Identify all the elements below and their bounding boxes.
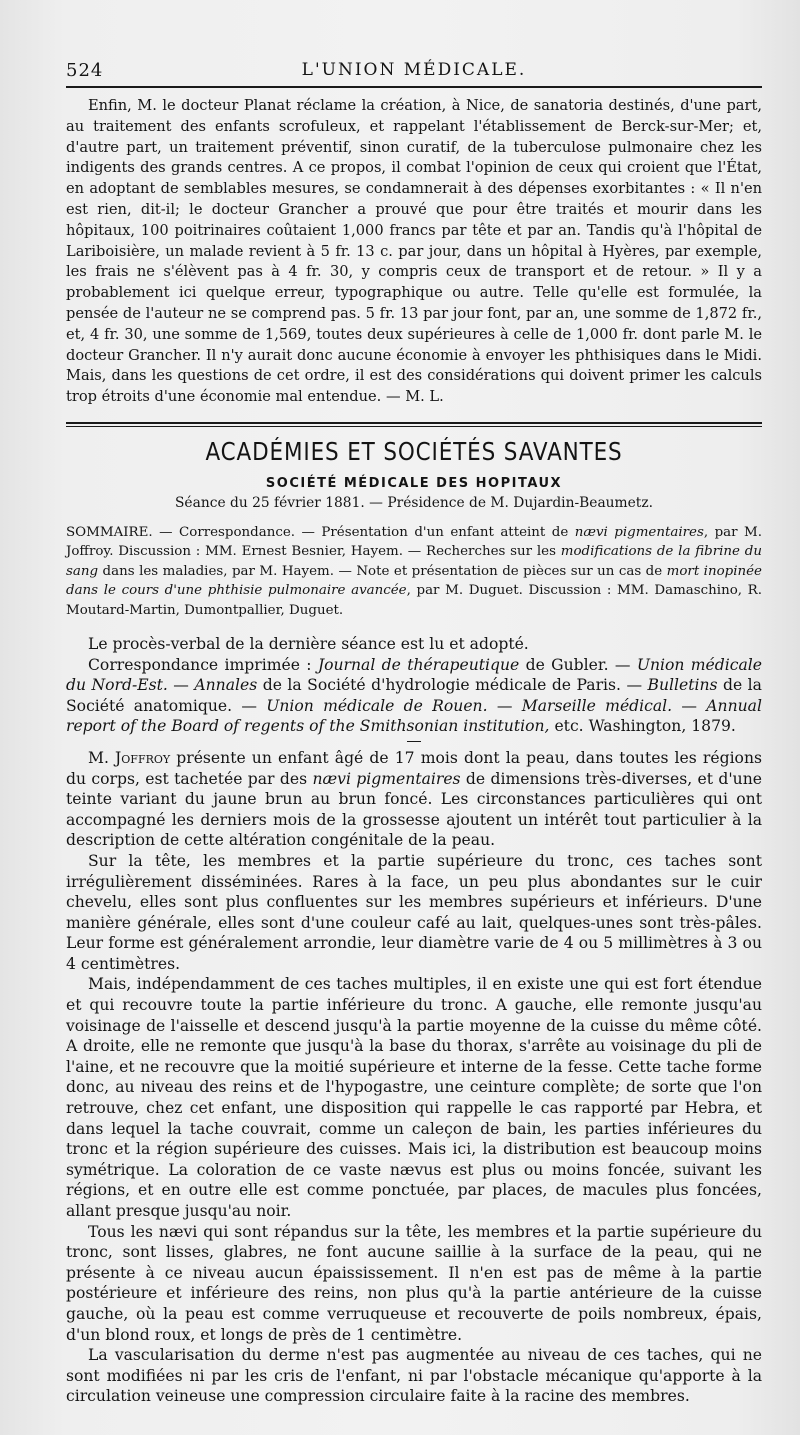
joffroy-paragraph [66, 748, 762, 851]
section-title: ACADÉMIES ET SOCIÉTÉS SAVANTES [205, 436, 623, 466]
running-head [66, 52, 762, 86]
corr-text: de la Société d'hydrologie médicale de Paris. — [257, 676, 648, 695]
paragraph-large-nevus: Mais, indépendamment de ces taches multiples, il en existe une qui est fort étendue et qui recouvre toute la partie inférieure du tronc. A gauche, elle remonte jusqu'au voisinage de l'aisselle et descend jusqu'à la partie moyenne de la cuisse du même côté. A droite, elle ne remonte que jusqu'à la base du thorax, s'arrête au voisinage du pli de l'aine, et ne recouvre que la moitié supérieure et interne de la fesse. Cette tache forme donc, au niveau des reins et de l'hypogastre, une ceinture complète; de sorte que l'on retrouve, chez cet enfant, une disposition qui rappelle le cas rapporté par Hebra, et dans lequel la tache couvrait, comme un caleçon de bain, les parties inférieures du tronc et la région supérieure des cuisses. Mais ici, la distribution est beaucoup moins symétrique. La coloration de ce vaste nævus est plus ou moins foncée, suivant les régions, et en outre elle est comme ponctuée, par places, de macules plus foncées, allant presque jusqu'au noir. [66, 975, 762, 1221]
corr-text: — [487, 696, 522, 715]
summary-text: dans les maladies, par M. Hayem. — Note et présentation de pièces sur un cas de [98, 563, 667, 579]
corr-text: — [167, 676, 195, 695]
corr-italic: Union médicale du Nord-Est. [66, 655, 762, 695]
summary-paragraph [66, 523, 762, 620]
page-number: 524 [66, 60, 104, 81]
joffroy-italic: nævi pigmentaires [312, 769, 461, 788]
separator-dash [407, 741, 421, 742]
minutes-line: Le procès-verbal de la dernière séance est lu et adopté. [88, 634, 529, 653]
summary-text: , par M. Duguet. Discussion : MM. Damaschino, R. Moutard-Martin, Dumontpallier, Duguet. [66, 583, 762, 618]
corr-text: Correspondance imprimée : [88, 655, 318, 674]
summary-italic: modifications de la fibrine du sang [66, 544, 762, 579]
corr-italic: Marseille médical. [521, 696, 673, 715]
paragraph-vascularisation: La vascularisation du derme n'est pas augmentée au niveau de ces taches, qui ne sont modifiées ni par les cris de l'enfant, ni par l'obstacle mécanique qu'apporte à la circulation veineuse une compression circulaire faite à la racine des membres. [66, 1346, 762, 1406]
joffroy-text: de dimensions très-diverses, et d'une teinte variant du jaune brun au brun foncé. Les circonstances particulières qui ont accompagné les derniers mois de la grossesse ajoutent un intérêt tout particulier à la description de cette altération congénitale de la peau. [66, 769, 762, 850]
summary-text: , par M. Joffroy. Discussion : MM. Ernest Besnier, Hayem. — Recherches sur les [66, 524, 762, 560]
corr-text: etc. Washington, 1879. [549, 717, 736, 736]
corr-italic: Annales [194, 676, 258, 695]
paragraph-distribution: Sur la tête, les membres et la partie supérieure du tronc, ces taches sont irrégulièrement disséminées. Rares à la face, un peu plus abondantes sur le cuir chevelu, elles sont plus confluentes sur les membres supérieurs et inférieurs. D'une manière générale, elles sont d'une couleur café au lait, quelques-unes sont très-pâles. Leur forme est généralement arrondie, leur diamètre varie de 4 ou 5 millimètres à 3 ou 4 centimètres. [66, 851, 762, 973]
society-title: SOCIÉTÉ MÉDICALE DES HOPITAUX [265, 475, 563, 491]
journal-title: L'UNION MÉDICALE. [301, 60, 527, 80]
corr-text: de la Société anatomique. — [66, 676, 762, 715]
section-rule [66, 422, 762, 427]
corr-text: de Gubler. — [519, 655, 637, 674]
corr-italic: Bulletins [647, 676, 718, 695]
session-line: Séance du 25 février 1881. — Présidence de M. Dujardin-Beaumetz. [174, 494, 653, 511]
summary-italic: mort inopinée dans le cours d'une phthisie pulmonaire avancée [66, 563, 762, 599]
summary-text: SOMMAIRE. — Correspondance. — Présentation d'un enfant atteint de [66, 524, 575, 540]
intro-paragraph: Enfin, M. le docteur Planat réclame la création, à Nice, de sanatoria destinés, d'une part, au traitement des enfants scrofuleux, et rappelant l'établissement de Berck-sur-Mer; et, d'autre part, un traitement préventif, sinon curatif, de la tuberculose pulmonaire chez les indigents des grands centres. A ce propos, il combat l'opinion de ceux qui croient que l'État, en adoptant de semblables mesures, se condamnerait à des dépenses exorbitantes : « Il n'en est rien, dit-il; le docteur Grancher a prouvé que pour être traités et mourir dans les hôpitaux, 100 poitrinaires coûtaient 1,000 francs par tête et par an. Tandis qu'à l'hôpital de Lariboisière, un malade revient à 5 fr. 13 c. par jour, dans un hôpital à Hyères, par exemple, les frais ne s'élèvent pas à 4 fr. 30, y compris ceux de transport et de retour. » Il y a probablement ici quelque erreur, typographique ou autre. Telle qu'elle est formulée, la pensée de l'auteur ne se comprend pas. 5 fr. 13 par jour font, par an, une somme de 1,872 fr., et, 4 fr. 30, une somme de 1,569, toutes deux supérieures à celle de 1,000 fr. dont parle M. le docteur Grancher. Il n'y aurait donc aucune économie à envoyer les phthisiques dans le Midi. Mais, dans les questions de cet ordre, il est des considérations qui doivent primer les calculs trop étroits d'une économie mal entendue. — M. L. [66, 97, 762, 406]
correspondence-paragraph [66, 655, 762, 737]
corr-italic: Annual report of the Board of regents of the Smithsonian institution, [66, 696, 762, 736]
joffroy-text: présente un enfant âgé de 17 mois dont la peau, dans toutes les régions du corps, est tachetée par des [66, 748, 762, 788]
summary-italic: nævi pigmentaires [574, 524, 704, 540]
header-rule [66, 86, 762, 88]
paragraph-texture: Tous les nævi qui sont répandus sur la tête, les membres et la partie supérieure du tronc, sont lisses, glabres, ne font aucune saillie à la surface de la peau, qui ne présente à ce niveau aucun épaississement. Il n'en est pas de même à la partie postérieure et inférieure des reins, non plus qu'à la partie antérieure de la cuisse gauche, où la peau est comme verruqueuse et recouverte de poils nombreux, épais, d'un blond roux, et longs de près de 1 centimètre. [66, 1222, 762, 1344]
author-name: M. Joffroy [88, 748, 171, 767]
corr-italic: Journal de thérapeutique [317, 655, 520, 674]
corr-italic: Union médicale de Rouen. [266, 696, 488, 715]
corr-text: — [672, 696, 707, 715]
